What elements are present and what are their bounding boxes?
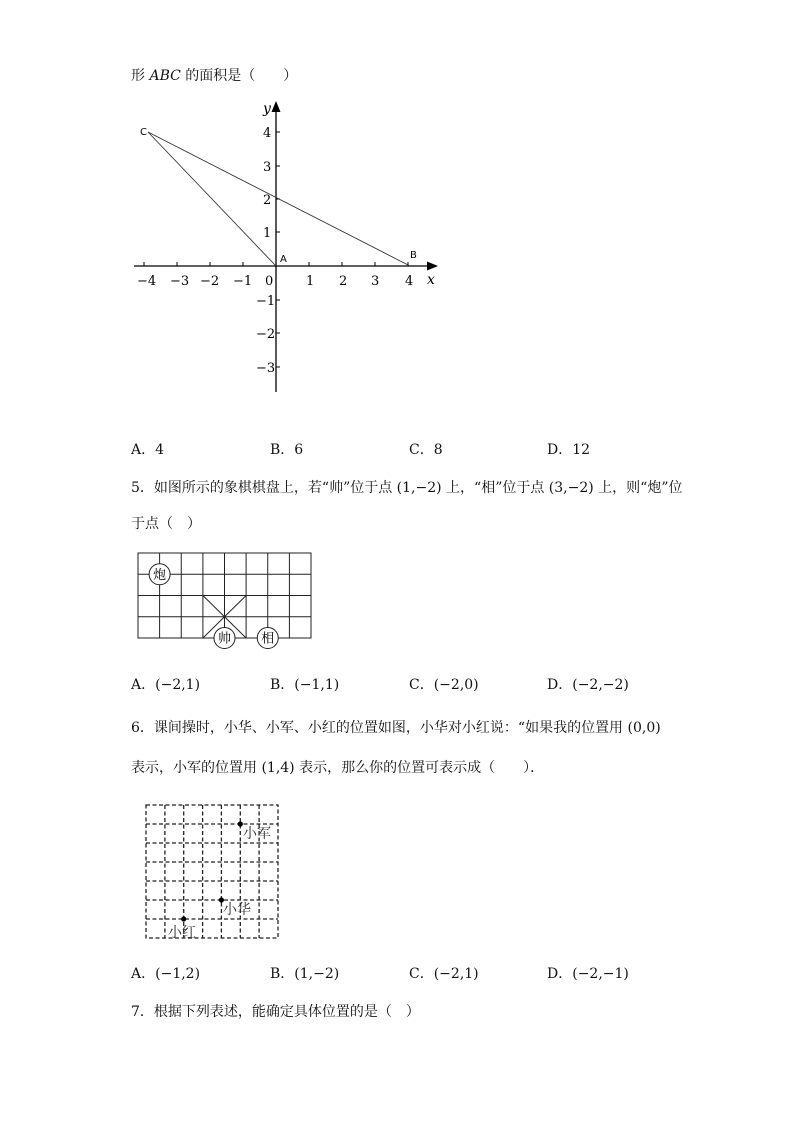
x-tick-label: 2	[339, 274, 348, 289]
q5-option-b[interactable]	[270, 675, 339, 695]
option-text: (−2,−1)	[572, 966, 629, 982]
q6-option-a[interactable]	[131, 964, 200, 984]
x-axis-label: x	[427, 272, 435, 288]
option-text: (−2,0)	[433, 677, 479, 693]
q5-stem-line2: 于点（ ）	[131, 516, 201, 532]
svg-text:炮: 炮	[153, 568, 167, 583]
q6-option-b[interactable]	[270, 964, 339, 984]
q6-position-grid	[140, 800, 285, 945]
q5-option-d[interactable]	[547, 675, 629, 695]
xiaohong-point	[181, 916, 186, 921]
option-text: (−2,1)	[433, 966, 479, 982]
option-letter: C．	[409, 442, 434, 458]
xiaohua-label: 小华	[223, 902, 251, 918]
option-text: (1,−2)	[294, 966, 340, 982]
piece-xiang	[257, 628, 278, 649]
y-tick-label: −1	[256, 294, 276, 309]
option-letter: B．	[270, 442, 295, 458]
q6-stem-line1: 6．课间操时，小华、小军、小红的位置如图，小华对小红说：“如果我的位置用 (0,0)	[131, 720, 661, 736]
option-text: 8	[433, 442, 443, 458]
option-letter: D．	[547, 442, 573, 458]
y-tick-label: 3	[263, 160, 272, 175]
option-letter: D．	[547, 966, 573, 982]
q4-option-d[interactable]	[547, 440, 590, 460]
q4-coordinate-graph	[120, 95, 450, 400]
svg-text:帅: 帅	[217, 631, 232, 647]
option-text: (−1,2)	[155, 966, 201, 982]
q4-option-b[interactable]	[270, 440, 303, 460]
x-axis-arrow	[427, 262, 438, 271]
option-letter: C．	[409, 966, 434, 982]
q4-stem-prefix: 形	[131, 68, 150, 84]
x-tick-label: 4	[405, 274, 414, 289]
x-tick-label: −2	[200, 274, 220, 289]
point-label-a: A	[280, 254, 287, 265]
q4-stem	[131, 66, 297, 86]
segment-ca	[148, 132, 276, 266]
y-axis-label: y	[263, 101, 271, 117]
option-letter: C．	[409, 677, 434, 693]
option-letter: B．	[270, 677, 295, 693]
point-label-b: B	[410, 250, 417, 261]
segment-cb	[148, 132, 410, 266]
option-text: 4	[155, 442, 165, 458]
q4-stem-suffix: 的面积是（ ）	[180, 68, 298, 84]
y-axis-arrow	[272, 101, 281, 112]
point-label-c: C	[140, 127, 147, 138]
piece-pao	[149, 564, 170, 585]
q6-stem-line2: 表示，小军的位置用 (1,4) 表示，那么你的位置可表示成（ ）．	[131, 760, 545, 776]
q6-option-d[interactable]	[547, 964, 629, 984]
option-letter: A．	[131, 677, 156, 693]
y-tick-label: −3	[256, 361, 276, 376]
x-tick-label: −4	[137, 274, 157, 289]
q5-chessboard	[130, 545, 320, 655]
y-tick-label: 2	[263, 193, 272, 208]
option-letter: A．	[131, 966, 156, 982]
option-text: 6	[294, 442, 304, 458]
option-text: (−2,1)	[155, 677, 201, 693]
x-tick-label: 0	[265, 274, 274, 289]
q5-option-c[interactable]	[409, 675, 479, 695]
y-tick-label: 4	[263, 126, 272, 141]
piece-shuai	[214, 628, 235, 649]
q5-option-a[interactable]	[131, 675, 200, 695]
svg-text:相: 相	[261, 631, 275, 647]
option-text: (−2,−2)	[572, 677, 629, 693]
q7-stem-line1: 7．根据下列表述，能确定具体位置的是（ ）	[131, 1004, 420, 1020]
x-tick-label: 3	[371, 274, 380, 289]
xiaohong-label: 小红	[168, 925, 196, 941]
y-tick-label: 1	[263, 226, 272, 241]
x-tick-label: −1	[233, 274, 253, 289]
xiaojun-label: 小军	[243, 826, 271, 842]
option-text: 12	[572, 442, 591, 458]
option-letter: B．	[270, 966, 295, 982]
q5-stem-line1: 5．如图所示的象棋棋盘上，若“帅”位于点 (1,−2) 上，“相”位于点 (3,−2) 上，则“炮”位	[131, 480, 683, 496]
option-letter: A．	[131, 442, 156, 458]
y-tick-label: −2	[256, 327, 276, 342]
q6-option-c[interactable]	[409, 964, 479, 984]
x-tick-label: −3	[170, 274, 190, 289]
x-tick-label: 1	[306, 274, 315, 289]
option-text: (−1,1)	[294, 677, 340, 693]
q4-stem-italic: ABC	[149, 68, 181, 84]
q4-option-a[interactable]	[131, 440, 164, 460]
q4-option-c[interactable]	[409, 440, 443, 460]
option-letter: D．	[547, 677, 573, 693]
